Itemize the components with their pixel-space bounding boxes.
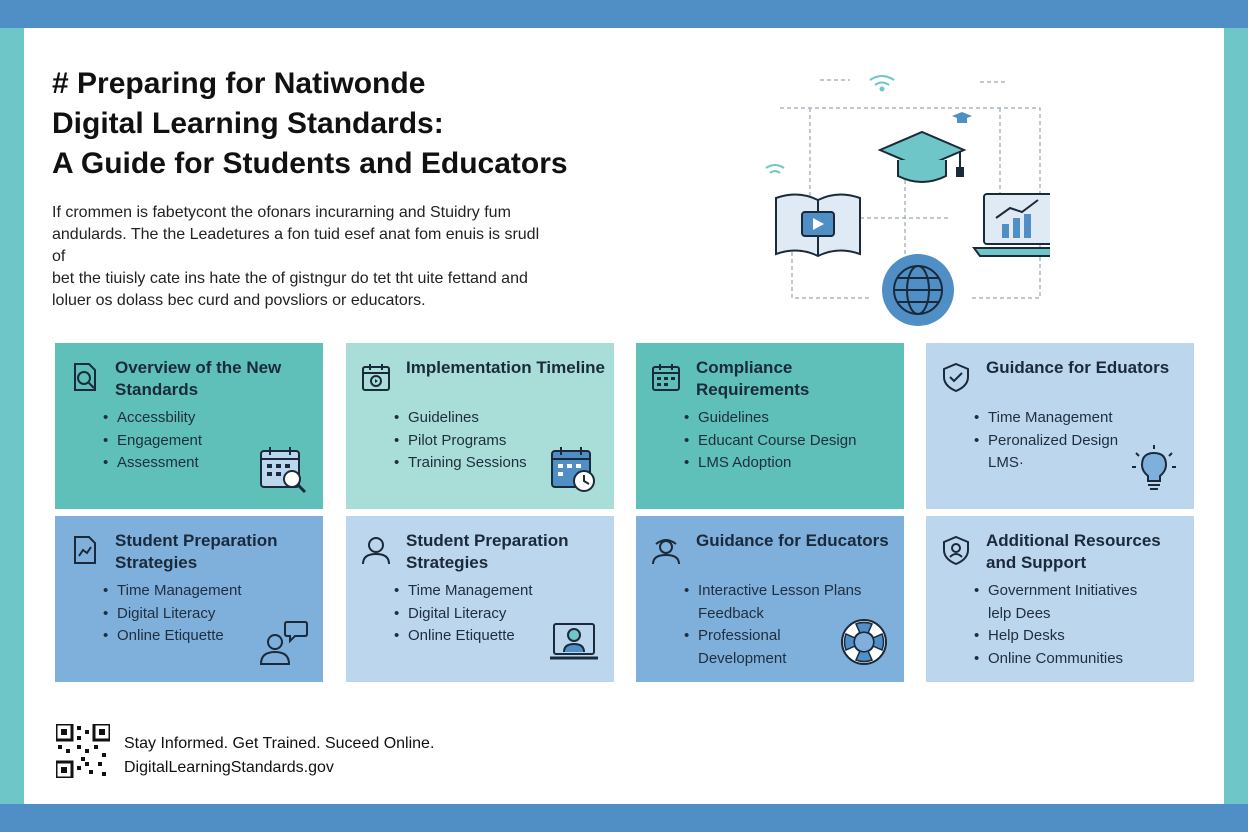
left-border xyxy=(0,28,24,804)
card-list xyxy=(974,407,1118,475)
card-list xyxy=(394,407,527,475)
card-title: Overview of the New Standards xyxy=(115,358,282,399)
list-item: • Online Etiquette xyxy=(394,625,533,648)
laptop-user-icon xyxy=(548,616,600,668)
card-student-prep-1 xyxy=(55,516,323,682)
title-line-3: A Guide for Students and Educators xyxy=(52,147,568,180)
list-item: • Educant Course Design xyxy=(684,430,856,453)
shield-support-icon xyxy=(940,534,972,566)
list-item: • Time Management xyxy=(103,580,242,603)
user-icon xyxy=(360,534,392,566)
globe-icon xyxy=(882,254,954,326)
footer-tagline: Stay Informed. Get Trained. Suceed Online. xyxy=(124,735,435,752)
list-item: • Government Initiatives xyxy=(974,580,1137,603)
card-student-prep-2 xyxy=(346,516,614,682)
card-title: Student Preparation Strategies xyxy=(406,531,569,572)
intro-line-4: loluer os dolass bec curd and povsliors or educators. xyxy=(52,292,426,309)
graduation-cap-icon xyxy=(880,132,964,182)
list-item: • Professional xyxy=(684,625,861,648)
card-guidance-educators xyxy=(636,516,904,682)
card-guidance-eduators xyxy=(926,343,1194,509)
intro-line-1: If crommen is fabetycont the ofonars incurarning and Stuidry fum xyxy=(52,204,511,221)
list-item: • Time Management xyxy=(974,407,1118,430)
list-item: • Time Management xyxy=(394,580,533,603)
card-overview xyxy=(55,343,323,509)
title-line-2: Digital Learning Standards: xyxy=(52,107,444,140)
card-timeline xyxy=(346,343,614,509)
intro-line-3: bet the tiuisly cate ins hate the of gistngur do tet tht uite fettand and xyxy=(52,270,528,287)
list-item: • Digital Literacy xyxy=(103,603,242,626)
intro-paragraph xyxy=(52,202,552,312)
list-item: lelp Dees xyxy=(988,604,1051,622)
calendar-clock-icon xyxy=(548,443,600,495)
card-list xyxy=(103,580,242,648)
lightbulb-icon xyxy=(1128,443,1180,495)
card-list xyxy=(684,407,856,475)
card-list xyxy=(394,580,533,648)
card-title: Implementation Timeline xyxy=(406,358,606,377)
card-list xyxy=(684,580,861,670)
list-item: • Assessment xyxy=(103,452,202,475)
list-item: • LMS Adoption xyxy=(684,452,856,475)
card-compliance xyxy=(636,343,904,509)
list-item: • Pilot Programs xyxy=(394,430,527,453)
video-book-icon xyxy=(776,194,860,256)
list-item: • Guidelines xyxy=(394,407,527,430)
lifebuoy-icon xyxy=(838,616,890,668)
calendar-play-icon xyxy=(360,361,392,393)
laptop-chart-icon xyxy=(974,194,1050,256)
list-item: Development xyxy=(698,649,787,667)
calendar-icon xyxy=(650,361,682,393)
intro-line-2: andulards. The the Leadetures a fon tuid esef anat fom enuis is srudl of xyxy=(52,226,540,265)
card-title: Guidance for Eduators xyxy=(986,358,1170,377)
hero-illustration xyxy=(740,68,1050,328)
page-title xyxy=(52,64,672,184)
document-search-icon xyxy=(69,361,101,393)
top-band xyxy=(0,0,1248,28)
list-item: LMS· xyxy=(988,454,1024,471)
qr-code-icon[interactable] xyxy=(56,724,110,778)
shield-check-icon xyxy=(940,361,972,393)
document-chart-icon xyxy=(69,534,101,566)
list-item: • Help Desks xyxy=(974,625,1137,648)
poster-page xyxy=(24,28,1224,804)
list-item: • Training Sessions xyxy=(394,452,527,475)
card-title: Additional Resources and Support xyxy=(986,531,1161,572)
list-item: • Engagement xyxy=(103,430,202,453)
list-item: • Peronalized Design xyxy=(974,430,1118,453)
list-item: • Digital Literacy xyxy=(394,603,533,626)
small-graduation-cap-icon xyxy=(952,112,972,123)
card-title: Compliance Requirements xyxy=(696,358,810,399)
title-line-1: # Preparing for Natiwonde xyxy=(52,67,426,100)
footer-url[interactable]: DigitalLearningStandards.gov xyxy=(124,759,334,776)
list-item: • Online Etiquette xyxy=(103,625,242,648)
card-title: Guidance for Educators xyxy=(696,531,889,550)
list-item: Feedback xyxy=(698,604,764,622)
list-item: • Interactive Lesson Plans xyxy=(684,580,861,603)
right-border xyxy=(1224,28,1248,804)
card-list xyxy=(974,580,1137,670)
list-item: • Accessbility xyxy=(103,407,202,430)
wifi-icon xyxy=(870,76,894,91)
chat-user-icon xyxy=(257,616,309,668)
card-additional-resources xyxy=(926,516,1194,682)
card-list xyxy=(103,407,202,475)
bottom-band xyxy=(0,804,1248,832)
educator-icon xyxy=(650,534,682,566)
list-item: • Guidelines xyxy=(684,407,856,430)
list-item: • Online Communities xyxy=(974,648,1137,671)
calendar-search-icon xyxy=(257,443,309,495)
wifi-icon-small xyxy=(766,165,784,173)
card-title: Student Preparation Strategies xyxy=(115,531,278,572)
footer-text xyxy=(124,732,434,780)
